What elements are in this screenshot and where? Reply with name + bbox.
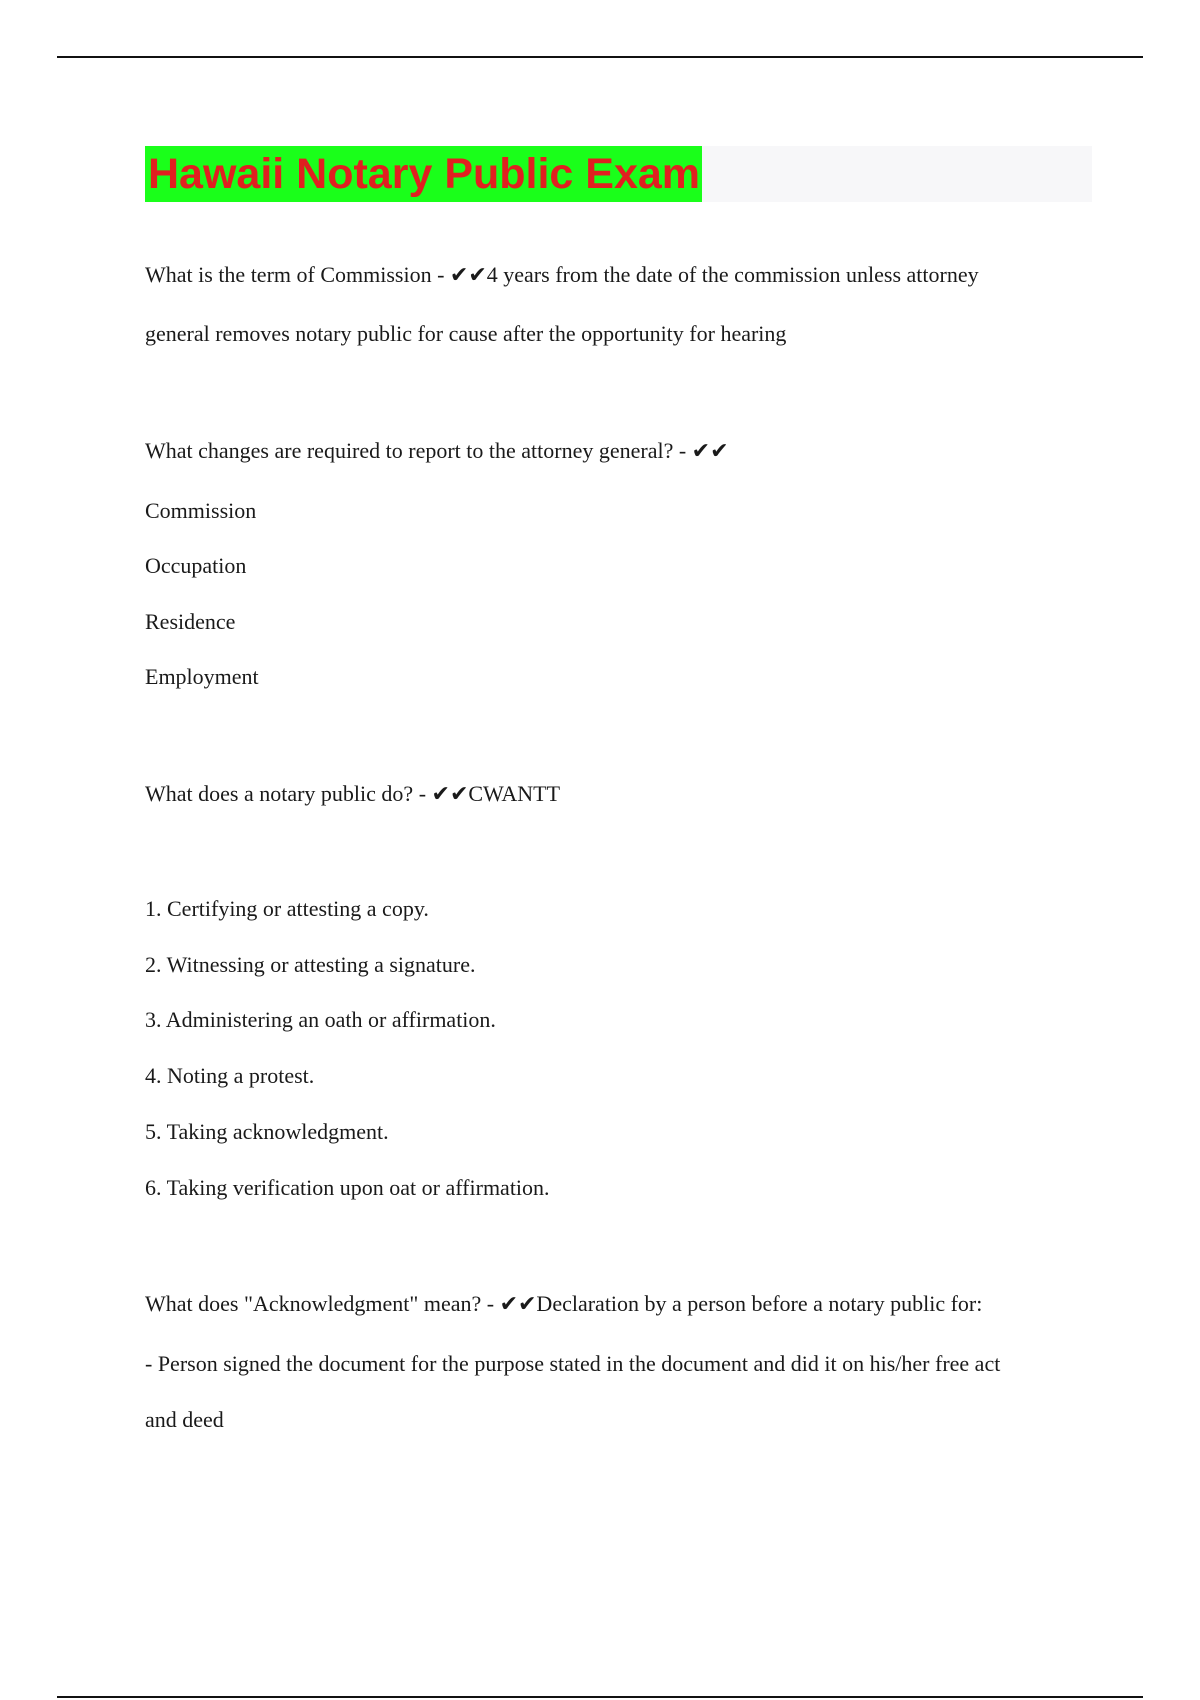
q2-item-commission: Commission [145,498,257,523]
q3-item-3: 3. Administering an oath or affirmation. [145,1007,496,1032]
q3-item-2: 2. Witnessing or attesting a signature. [145,952,476,977]
q4-answer-line-1: - Person signed the document for the purpose stated in the document and did it on his/her free act [145,1351,1001,1376]
q3-item-4: 4. Noting a protest. [145,1063,315,1088]
top-rule [57,56,1143,58]
bottom-rule [57,1696,1143,1698]
page-title: Hawaii Notary Public Exam [145,146,702,202]
q4-answer-line-2: and deed [145,1407,224,1432]
q2-item-residence: Residence [145,609,236,634]
q3-item-6: 6. Taking verification upon oat or affirmation. [145,1175,550,1200]
q3-item-5: 5. Taking acknowledgment. [145,1119,389,1144]
q1-text-line-1: What is the term of Commission - ✔✔4 years from the date of the commission unless attorney [145,262,979,287]
q2-item-occupation: Occupation [145,553,247,578]
q3-item-1: 1. Certifying or attesting a copy. [145,896,429,921]
q4-text: What does "Acknowledgment" mean? - ✔✔Declaration by a person before a notary public for: [145,1291,983,1316]
q2-text: What changes are required to report to the attorney general? - ✔✔ [145,438,729,463]
q1-text-line-2: general removes notary public for cause after the opportunity for hearing [145,321,787,346]
q2-item-employment: Employment [145,664,259,689]
q3-text: What does a notary public do? - ✔✔CWANTT [145,781,561,806]
